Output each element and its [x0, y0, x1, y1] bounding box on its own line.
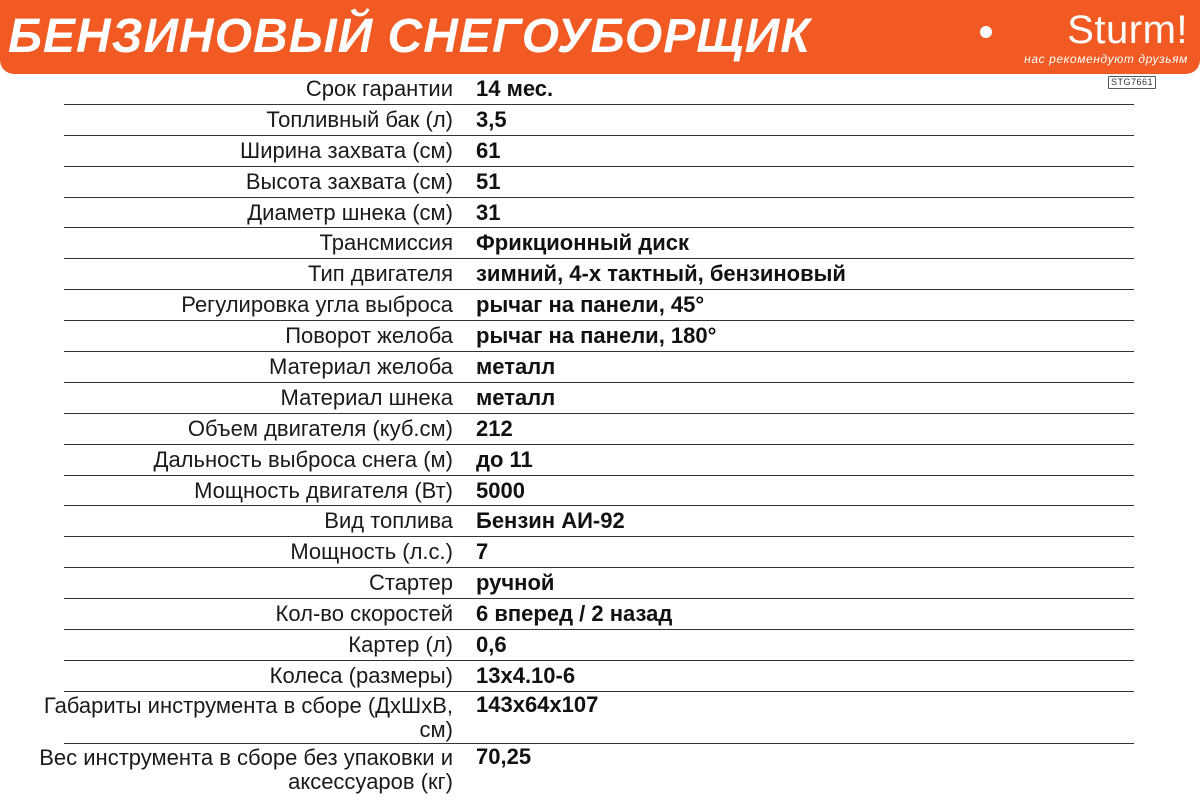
- spec-value: 143x64x107: [476, 691, 599, 717]
- spec-row: [0, 744, 1200, 796]
- spec-label: Ширина захвата (см): [240, 137, 453, 163]
- spec-label: Картер (л): [348, 632, 453, 658]
- spec-row: [0, 167, 1200, 198]
- spec-row: [0, 506, 1200, 537]
- spec-label: Кол-во скоростей: [275, 601, 453, 627]
- spec-value: 6 вперед / 2 назад: [476, 601, 673, 627]
- spec-value: 14 мес.: [476, 76, 554, 101]
- spec-label: Стартер: [368, 570, 453, 596]
- model-code-badge: STG7661: [1108, 76, 1156, 89]
- spec-value: 212: [476, 415, 513, 441]
- spec-label: Срок гарантии: [305, 76, 453, 101]
- spec-value: Бензин АИ-92: [476, 508, 625, 534]
- spec-label: Мощность (л.с.): [290, 539, 453, 565]
- spec-label: Материал желоба: [269, 354, 453, 380]
- spec-value: металл: [476, 354, 556, 380]
- spec-label: Мощность двигателя (Вт): [194, 477, 453, 503]
- spec-row: [0, 414, 1200, 445]
- brand-name: Sturm!: [1067, 8, 1188, 52]
- spec-value: 70,25: [476, 743, 532, 769]
- spec-label: Колеса (размеры): [269, 662, 453, 688]
- spec-label: Регулировка угла выброса: [181, 292, 453, 318]
- spec-row: [0, 445, 1200, 476]
- spec-label: Поворот желоба: [285, 323, 453, 349]
- spec-label: Тип двигателя: [308, 261, 453, 287]
- spec-row: [0, 105, 1200, 136]
- spec-row: [0, 352, 1200, 383]
- spec-value: Фрикционный диск: [476, 230, 689, 256]
- header-banner: [0, 0, 1200, 74]
- spec-row: [0, 476, 1200, 507]
- spec-label: Диаметр шнека (см): [247, 199, 453, 225]
- spec-row: [0, 661, 1200, 692]
- spec-value: 5000: [476, 477, 525, 503]
- spec-value: 51: [476, 168, 501, 194]
- spec-row: [0, 630, 1200, 661]
- spec-label: Топливный бак (л): [266, 106, 453, 132]
- spec-row: [0, 692, 1200, 744]
- spec-row: [0, 259, 1200, 290]
- spec-label: Высота захвата (см): [245, 168, 453, 194]
- spec-value: рычаг на панели, 45°: [476, 292, 705, 318]
- spec-row: [0, 228, 1200, 259]
- spec-row: [0, 383, 1200, 414]
- spec-value: 0,6: [476, 632, 507, 658]
- spec-value: рычаг на панели, 180°: [476, 323, 717, 349]
- spec-row: [0, 198, 1200, 229]
- page-title: БЕНЗИНОВЫЙ СНЕГОУБОРЩИК: [8, 10, 811, 63]
- spec-row: [0, 290, 1200, 321]
- spec-value: 13x4.10-6: [476, 662, 576, 688]
- brand-tagline: нас рекомендуют друзьям: [1024, 52, 1188, 66]
- spec-row: [0, 537, 1200, 568]
- spec-row: [0, 599, 1200, 630]
- spec-value: 7: [476, 539, 489, 565]
- spec-label: Объем двигателя (куб.см): [187, 415, 453, 441]
- spec-value: до 11: [476, 446, 533, 472]
- spec-label: Материал шнека: [280, 384, 453, 410]
- spec-value: 3,5: [476, 106, 507, 132]
- spec-label: Дальность выброса снега (м): [153, 446, 453, 472]
- spec-value: 61: [476, 137, 501, 163]
- spec-label: Вес инструмента в сборе без упаковки и аксессуаров (кг): [39, 744, 453, 794]
- spec-row: [0, 136, 1200, 167]
- spec-value: зимний, 4-х тактный, бензиновый: [476, 261, 846, 287]
- spec-value: 31: [476, 199, 501, 225]
- spec-label: Вид топлива: [324, 508, 453, 534]
- spec-label: Габариты инструмента в сборе (ДхШхВ, см): [43, 692, 453, 742]
- brand-dot-icon: [980, 26, 992, 38]
- spec-value: металл: [476, 384, 556, 410]
- brand-logo: [980, 8, 1190, 68]
- spec-row: [0, 74, 1200, 105]
- spec-row: [0, 568, 1200, 599]
- spec-value: ручной: [476, 570, 555, 596]
- spec-table: [0, 74, 1200, 796]
- spec-row: [0, 321, 1200, 352]
- spec-label: Трансмиссия: [319, 230, 453, 256]
